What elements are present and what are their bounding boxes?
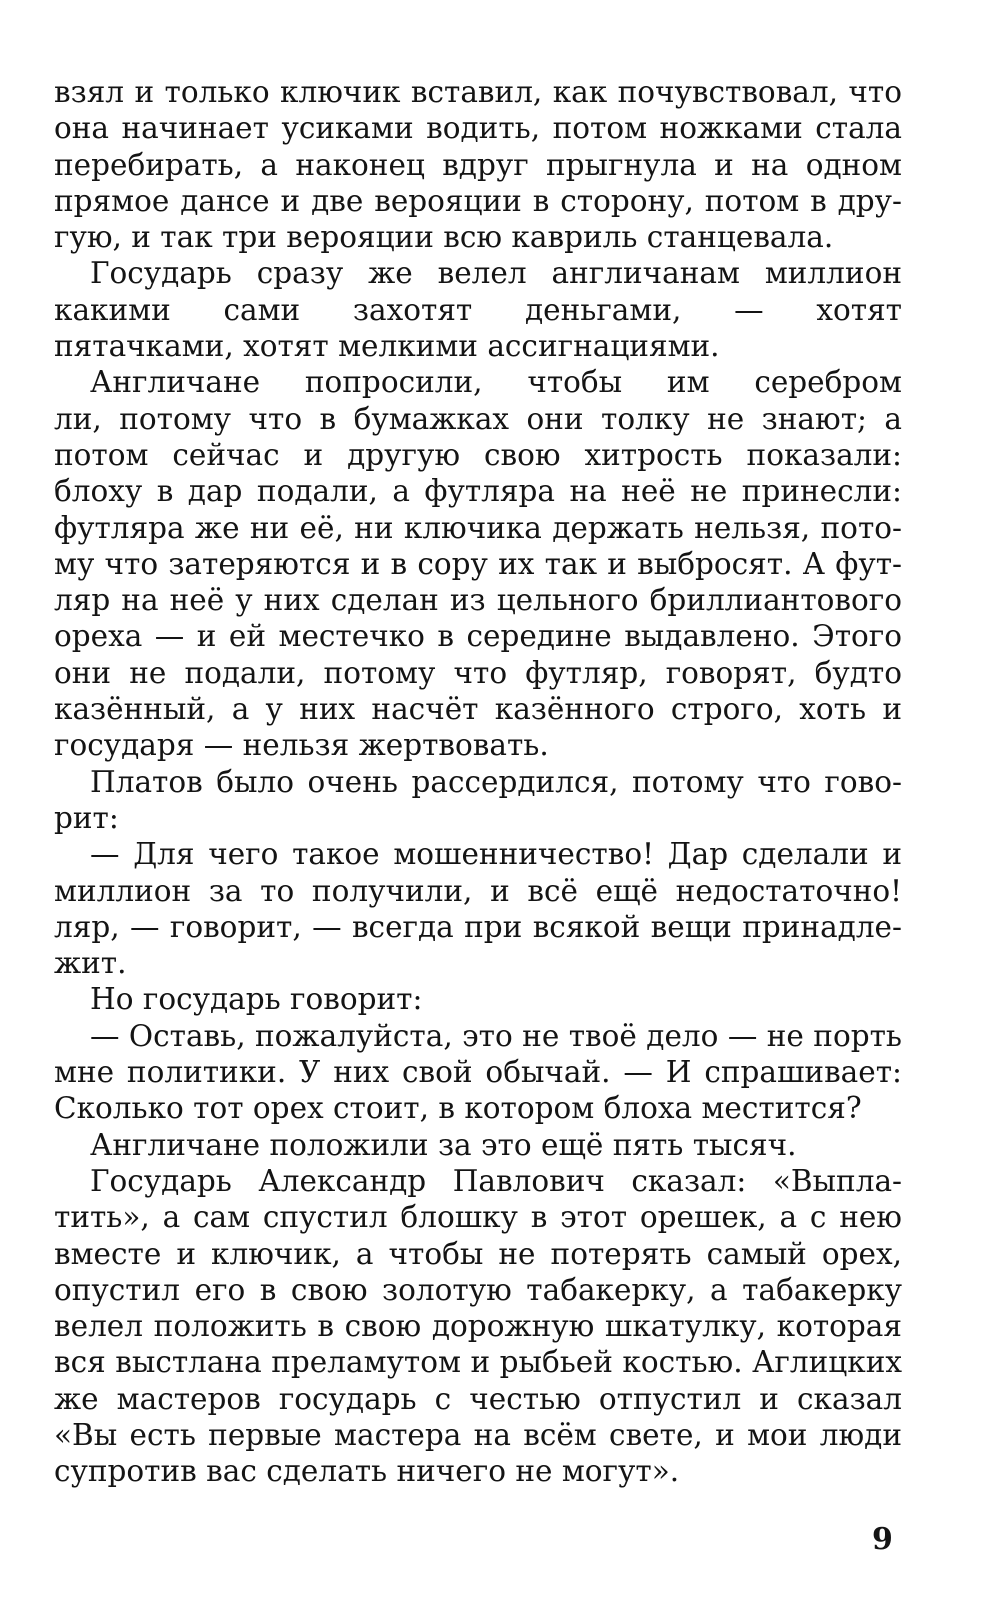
text-line-content: казённый, а у них насчёт казённого строго, хоть и [54,692,902,727]
text-line [54,800,902,836]
text-line-content: Платов было очень рассердился, потому что гово- [90,764,902,799]
text-line [54,1417,902,1453]
text-line-content: Государь Александр Павлович сказал: «Выпла- [90,1163,902,1198]
text-line [54,147,902,183]
text-line [54,1163,902,1199]
text-line [54,691,902,727]
text-line-content: ляр на неё у них сделан из цельного бриллиантового [54,583,902,618]
text-line-content: жит. [54,946,127,981]
text-line-content: футляра же ни её, ни ключика держать нельзя, пото- [54,510,902,545]
text-line-content: опустил его в свою золотую табакерку, а табакерку [54,1272,902,1307]
text-line [54,1236,902,1272]
text-line [54,110,902,146]
text-line-content: она начинает усиками водить, потом ножками стала [54,111,902,146]
text-line-content: пятачками, хотят мелкими ассигнациями. [54,329,720,364]
text-line [54,1127,902,1163]
page-number: 9 [872,1522,893,1557]
text-line [54,183,902,219]
text-line-content: — Оставь, пожалуйста, это не твоё дело — не порть [90,1018,902,1053]
text-line [54,364,902,400]
text-line-content: вся выстлана преламутом и рыбьей костью. Аглицких [54,1345,902,1380]
text-line-content: взял и только ключик вставил, как почувствовал, что [54,75,902,109]
text-line-content: велел положить в свою дорожную шкатулку, которая [54,1309,902,1344]
text-line [54,764,902,800]
text-line-content: вместе и ключик, а чтобы не потерять самый орех, [54,1236,902,1271]
text-line [54,1381,902,1417]
text-line-content: ли, потому что в бумажках они толку не знают; а [54,401,902,436]
text-line [54,873,902,909]
text-line-content: ляр, — говорит, — всегда при всякой вещи принадле- [54,909,902,944]
text-line-content: му что затеряются и в сору их так и выбросят. А фут- [54,546,902,581]
text-line-content: Англичане попросили, чтобы им серебром [90,365,902,400]
text-line [54,546,902,582]
text-line-content: какими сами захотят деньгами, — хотят [54,292,902,327]
text-line-content: миллион за то получили, и всё ещё недостаточно! [54,873,902,908]
text-line-content: Но государь говорит: [90,982,423,1017]
text-line [54,219,902,255]
text-line [54,981,902,1017]
text-line-content: рит: [54,800,119,835]
text-line-content: перебирать, а наконец вдруг прыгнула и на одном [54,147,902,182]
text-line [54,1308,902,1344]
text-line [54,255,902,291]
text-line [54,328,902,364]
text-line [54,1199,902,1235]
text-line [54,1054,902,1090]
text-line-content: прямое дансе и две верояции в сторону, потом в дру- [54,183,902,218]
text-line [54,727,902,763]
text-line-content: гую, и так три верояции всю кавриль станцевала. [54,220,834,255]
text-line [54,945,902,981]
body-text [54,74,902,1490]
text-line [54,1018,902,1054]
text-line-content: Англичане положили за это ещё пять тысяч. [90,1127,797,1162]
text-line [54,1453,902,1489]
text-line-content: они не подали, потому что футляр, говорят, будто [54,655,902,690]
text-line [54,510,902,546]
text-line-content: — Для чего такое мошенничество! Дар сделали и [90,837,902,872]
text-line [54,1090,902,1126]
text-line [54,909,902,945]
text-line-content: тить», а сам спустил блошку в этот орешек, а с нею [54,1200,902,1235]
text-line-content: потом сейчас и другую свою хитрость показали: [54,437,902,472]
text-line-content: ореха — и ей местечко в середине выдавлено. Этого [54,619,902,654]
text-line-content: государя — нельзя жертвовать. [54,728,549,763]
text-line [54,74,902,110]
text-line [54,1272,902,1308]
text-line [54,292,902,328]
text-line [54,582,902,618]
text-line [54,473,902,509]
text-line-content: супротив вас сделать ничего не могут». [54,1454,680,1489]
text-line-content: Государь сразу же велел англичанам миллион [90,256,902,291]
text-line-content: же мастеров государь с честью отпустил и сказал [54,1381,902,1416]
text-line [54,836,902,872]
text-line [54,655,902,691]
text-line-content: мне политики. У них свой обычай. — И спрашивает: [54,1055,902,1090]
text-line-content: Сколько тот орех стоит, в котором блоха местится? [54,1091,862,1126]
text-line [54,437,902,473]
text-line [54,1344,902,1380]
text-line [54,401,902,437]
text-line-content: «Вы есть первые мастера на всём свете, и мои люди [54,1417,902,1452]
text-line-content: блоху в дар подали, а футляра на неё не принесли: [54,474,902,509]
text-line [54,618,902,654]
